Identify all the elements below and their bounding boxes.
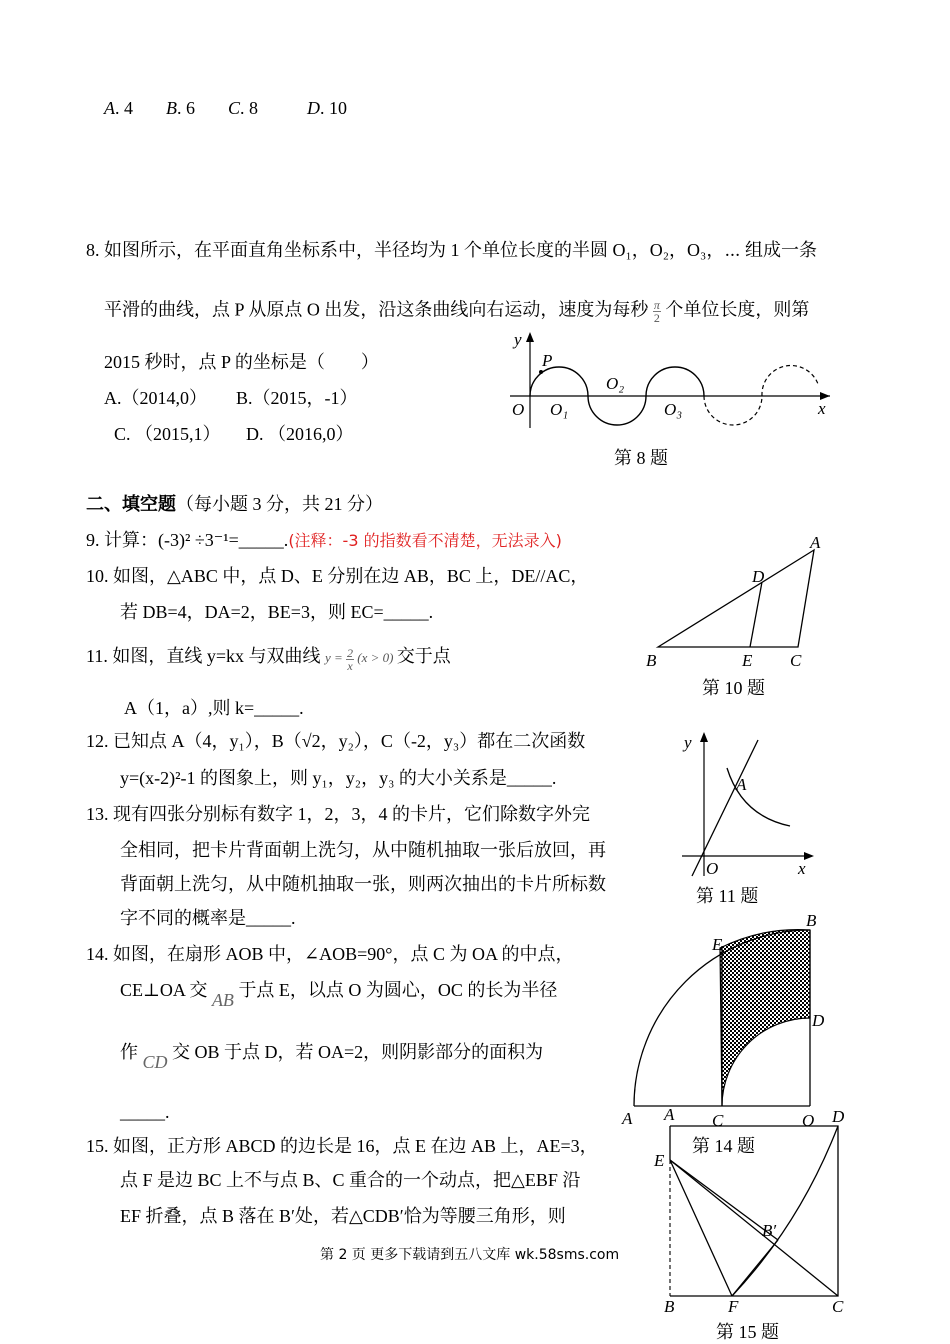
- pi-over-2-fraction: $\frac{\pi}{2}$: [653, 298, 660, 325]
- q8-line2: 平滑的曲线，点 P 从原点 O 出发，沿这条曲线向右运动，速度为每秒 $\frac{\pi}{2}$ 个单位长度，则第: [104, 298, 810, 325]
- fig10-label-c: C: [790, 651, 802, 670]
- q15-line3: EF 折叠，点 B 落在 B′处，若△CDB′恰为等腰三角形，则: [120, 1206, 566, 1226]
- q14-line4: _____.: [120, 1102, 170, 1122]
- q10-line2: 若 DB=4，DA=2，BE=3，则 EC=_____.: [120, 602, 434, 622]
- fig14-label-o: O: [802, 1111, 815, 1130]
- fig11-label-a: A: [736, 775, 747, 794]
- q14-line3: 作 CD 交 OB 于点 D，若 OA=2，则阴影部分的面积为: [120, 1042, 544, 1072]
- q8-line1: 8. 如图所示，在平面直角坐标系中，半径均为 1 个单位长度的半圆 O₁，O₂，O₃，⋯ 组成一条: [86, 240, 818, 260]
- figure-15-caption: 第 15 题: [716, 1322, 779, 1342]
- page-footer: 第 2 页 更多下载请到五八文库 wk.58sms.com: [320, 1247, 620, 1263]
- q7-options: A. 4 B. 6 C. 8 D. 10: [104, 98, 348, 118]
- fig15-label-d: D: [832, 1107, 845, 1126]
- q15-line2: 点 F 是边 BC 上不与点 B、C 重合的一个动点，把△EBF 沿: [120, 1170, 581, 1190]
- q8-option-a: A.（2014,0）: [104, 388, 207, 408]
- q13-line1: 13. 现有四张分别标有数字 1，2，3，4 的卡片，它们除数字外完: [86, 804, 590, 824]
- fig14-label-e: E: [712, 935, 723, 954]
- fig8-label-x: x: [818, 399, 826, 418]
- q13-line3: 背面朝上洗匀，从中随机抽取一张，则两次抽出的卡片所标数: [120, 874, 606, 894]
- fig14-label-b: B: [806, 911, 817, 930]
- q9-annotation-note: (注释：-3 的指数看不清楚，无法录入): [288, 531, 562, 550]
- fig10-label-e: E: [742, 651, 753, 670]
- figure-8-caption: 第 8 题: [614, 448, 668, 468]
- fig8-label-o1: O₁: [550, 400, 569, 419]
- fig10-label-a: A: [810, 533, 821, 552]
- fig10-label-b: B: [646, 651, 657, 670]
- figure-14-caption: 第 14 题: [692, 1136, 755, 1156]
- fig8-label-o: O: [512, 400, 525, 419]
- figure-10-triangle: [640, 530, 840, 670]
- q10-line1: 10. 如图，△ABC 中，点 D、E 分别在边 AB，BC 上，DE//AC，: [86, 566, 589, 586]
- fig14-label-d: D: [812, 1011, 825, 1030]
- fig14-label-a: A: [622, 1109, 633, 1128]
- fig8-label-o3: O₃: [664, 400, 683, 419]
- fig10-label-d: D: [752, 567, 765, 586]
- fig15-label-f: F: [728, 1297, 739, 1316]
- q14-line1: 14. 如图，在扇形 AOB 中，∠AOB=90°，点 C 为 OA 的中点，: [86, 944, 574, 964]
- section-2-heading: 二、填空题（每小题 3 分，共 21 分）: [86, 494, 383, 515]
- fig11-label-o: O: [706, 859, 719, 878]
- q12-line2: y=(x-2)²-1 的图象上，则 y₁，y₂，y₃ 的大小关系是_____.: [120, 768, 557, 788]
- figure-8-semicircle-curve: [500, 328, 840, 438]
- q13-line4: 字不同的概率是_____.: [120, 908, 296, 928]
- q11-line2: A（1，a）,则 k=_____.: [124, 698, 304, 718]
- figure-11-caption: 第 11 题: [696, 886, 759, 906]
- figure-14-sector: [620, 908, 840, 1130]
- fig11-label-y: y: [684, 733, 692, 752]
- fig15-label-a: A: [664, 1105, 675, 1124]
- q14-line2: CE⊥OA 交 AB 于点 E，以点 O 为圆心，OC 的长为半径: [120, 980, 558, 1010]
- arc-ab-symbol: AB: [211, 990, 234, 1010]
- fig11-label-x: x: [798, 859, 806, 878]
- fig8-label-p: P: [542, 351, 553, 370]
- q12-line1: 12. 已知点 A（4，y₁），B（√2，y₂），C（-2，y₃）都在二次函数: [86, 731, 586, 751]
- q11-line1: 11. 如图，直线 y=kx 与双曲线 y = $\frac{2}{x}$ (x > 0) 交于点: [86, 645, 451, 673]
- fig8-label-o2: O₂: [606, 374, 625, 393]
- fig8-label-y: y: [514, 330, 522, 349]
- q8-option-b: B.（2015，-1）: [236, 388, 358, 408]
- fig15-label-c: C: [832, 1297, 844, 1316]
- hyperbola-formula: y = $\frac{2}{x}$ (x > 0): [324, 645, 394, 673]
- q8-option-d: D. （2016,0）: [246, 424, 354, 444]
- figure-11-line-hyperbola: [672, 728, 832, 878]
- q9: 9. 计算：(-3)² ÷3⁻¹=_____.(注释：-3 的指数看不清楚，无法录入): [86, 530, 562, 550]
- figure-10-caption: 第 10 题: [702, 678, 765, 698]
- fig15-label-bprime: B′: [762, 1221, 777, 1240]
- arc-cd-symbol: CD: [142, 1052, 168, 1072]
- q13-line2: 全相同，把卡片背面朝上洗匀，从中随机抽取一张后放回，再: [120, 840, 606, 860]
- fig15-label-e: E: [654, 1151, 665, 1170]
- fig14-label-c: C: [712, 1111, 724, 1130]
- fig15-label-b: B: [664, 1297, 675, 1316]
- q8-option-c: C. （2015,1）: [114, 424, 221, 444]
- q8-line3: 2015 秒时，点 P 的坐标是（ ）: [104, 352, 379, 372]
- q15-line1: 15. 如图，正方形 ABCD 的边长是 16，点 E 在边 AB 上，AE=3，: [86, 1136, 598, 1156]
